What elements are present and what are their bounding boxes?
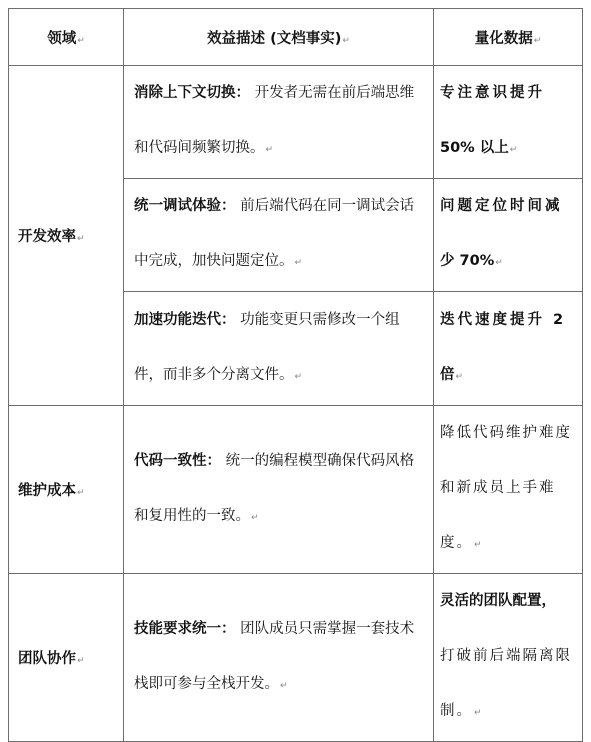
metric-cell: 问题定位时间减 少 70%↵ — [434, 179, 583, 292]
desc-cell: 统一调试体验： 前后端代码在同一调试会话中完成，加快问题定位。↵ — [124, 179, 434, 292]
desc-cell: 加速功能迭代： 功能变更只需修改一个组件，而非多个分离文件。↵ — [124, 292, 434, 406]
benefits-table — [8, 8, 583, 742]
table-row — [9, 406, 583, 574]
metric-cell: 迭代速度提升 2 倍↵ — [434, 292, 583, 406]
header-metric: 量化数据↵ — [434, 9, 583, 66]
area-cell: 开发效率↵ — [9, 66, 124, 406]
area-cell: 维护成本↵ — [9, 406, 124, 574]
area-cell: 团队协作↵ — [9, 574, 124, 742]
table-row — [9, 66, 583, 179]
table-row — [9, 574, 583, 742]
desc-cell: 代码一致性： 统一的编程模型确保代码风格和复用性的一致。↵ — [124, 406, 434, 574]
metric-cell: 专注意识提升 50% 以上↵ — [434, 66, 583, 179]
table-header-row — [9, 9, 583, 66]
desc-cell: 技能要求统一： 团队成员只需掌握一套技术栈即可参与全栈开发。↵ — [124, 574, 434, 742]
desc-cell: 消除上下文切换： 开发者无需在前后端思维和代码间频繁切换。↵ — [124, 66, 434, 179]
metric-cell: 灵活的团队配置， 打破前后端隔离限制。↵ — [434, 574, 583, 742]
metric-cell: 降低代码维护难度和新成员上手难度。↵ — [434, 406, 583, 574]
header-desc: 效益描述 (文档事实)↵ — [124, 9, 434, 66]
header-area: 领域↵ — [9, 9, 124, 66]
